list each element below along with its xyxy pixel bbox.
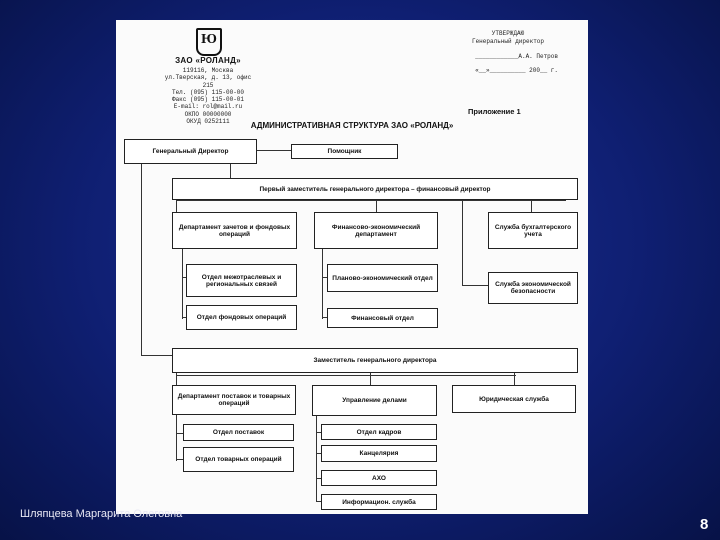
box-info-service: Информацион. служба [321,494,437,510]
box-aho: АХО [321,470,437,486]
address-line: ОКУД 0252111 [186,118,230,126]
box-div-finance: Финансовый отдел [327,308,438,328]
connector-line [141,355,172,356]
approval-date: «__»__________ 200__ г. [475,66,558,74]
box-service-security: Служба экономической безопасности [488,272,578,304]
connector-line [176,375,516,376]
connector-line [462,285,488,286]
box-dept-supplies: Департамент поставок и товарных операций [172,385,296,415]
approval-signature: ____________А.А. Петров [475,53,558,60]
connector-line [257,150,291,151]
box-service-accounting: Служба бухгалтерского учета [488,212,578,249]
connector-line [176,200,566,201]
connector-line [176,200,177,212]
box-div-goods: Отдел товарных операций [183,447,294,472]
box-dept-accounts: Департамент зачетов и фондовых операций [172,212,297,249]
connector-line [141,164,142,356]
logo-letter: Ю [201,32,217,47]
connector-line [316,416,317,502]
approval-label: УТВЕРЖДАЮ [491,30,525,37]
box-general-director: Генеральный Директор [124,139,257,164]
approval-position: Генеральный директор [471,37,544,45]
box-first-deputy: Первый заместитель генерального директора – финансовый директор [172,178,578,200]
box-div-supplies: Отдел поставок [183,424,294,441]
address-line: ул.Тверская, д. 13, офис 215 [164,74,252,89]
box-div-stock: Отдел фондовых операций [186,305,297,330]
box-assistants: Помощник [291,144,398,159]
box-dept-finance: Финансово-экономический департамент [314,212,438,249]
connector-line [376,200,377,212]
box-div-planning: Планово-экономический отдел [327,264,438,292]
approval-block [458,30,558,74]
connector-line [322,249,323,319]
address-line: 119116, Москва [182,67,234,74]
page-number: 8 [700,516,709,533]
address-line: ОКПО 00000000 [184,110,232,118]
connector-line [176,415,177,461]
connector-line [176,459,183,460]
box-legal-service: Юридическая служба [452,385,576,413]
company-address [158,67,258,125]
box-deputy: Заместитель генерального директора [172,348,578,373]
box-div-hr: Отдел кадров [321,424,437,440]
scanned-document [116,20,588,514]
company-logo [196,28,222,56]
box-div-interregional: Отдел межотраслевых и региональных связей [186,264,297,297]
box-chancellery: Канцелярия [321,445,437,462]
company-name: ЗАО «РОЛАНД» [175,56,241,65]
connector-line [531,200,532,212]
document-title: АДМИНИСТРАТИВНАЯ СТРУКТУРА ЗАО «РОЛАНД» [250,121,454,130]
appendix-label: Приложение 1 [468,107,521,116]
box-office-management: Управление делами [312,385,437,416]
connector-line [182,249,183,319]
address-line: Факс (095) 115-00-01 [171,96,244,104]
footer-author: Шляпцева Маргарита Олеговна [20,508,183,520]
address-line: E-mail: rol@mail.ru [173,103,243,111]
connector-line [462,200,463,286]
connector-line [230,164,231,178]
address-line: Тел. (095) 115-00-00 [171,88,244,96]
connector-line [176,433,183,434]
